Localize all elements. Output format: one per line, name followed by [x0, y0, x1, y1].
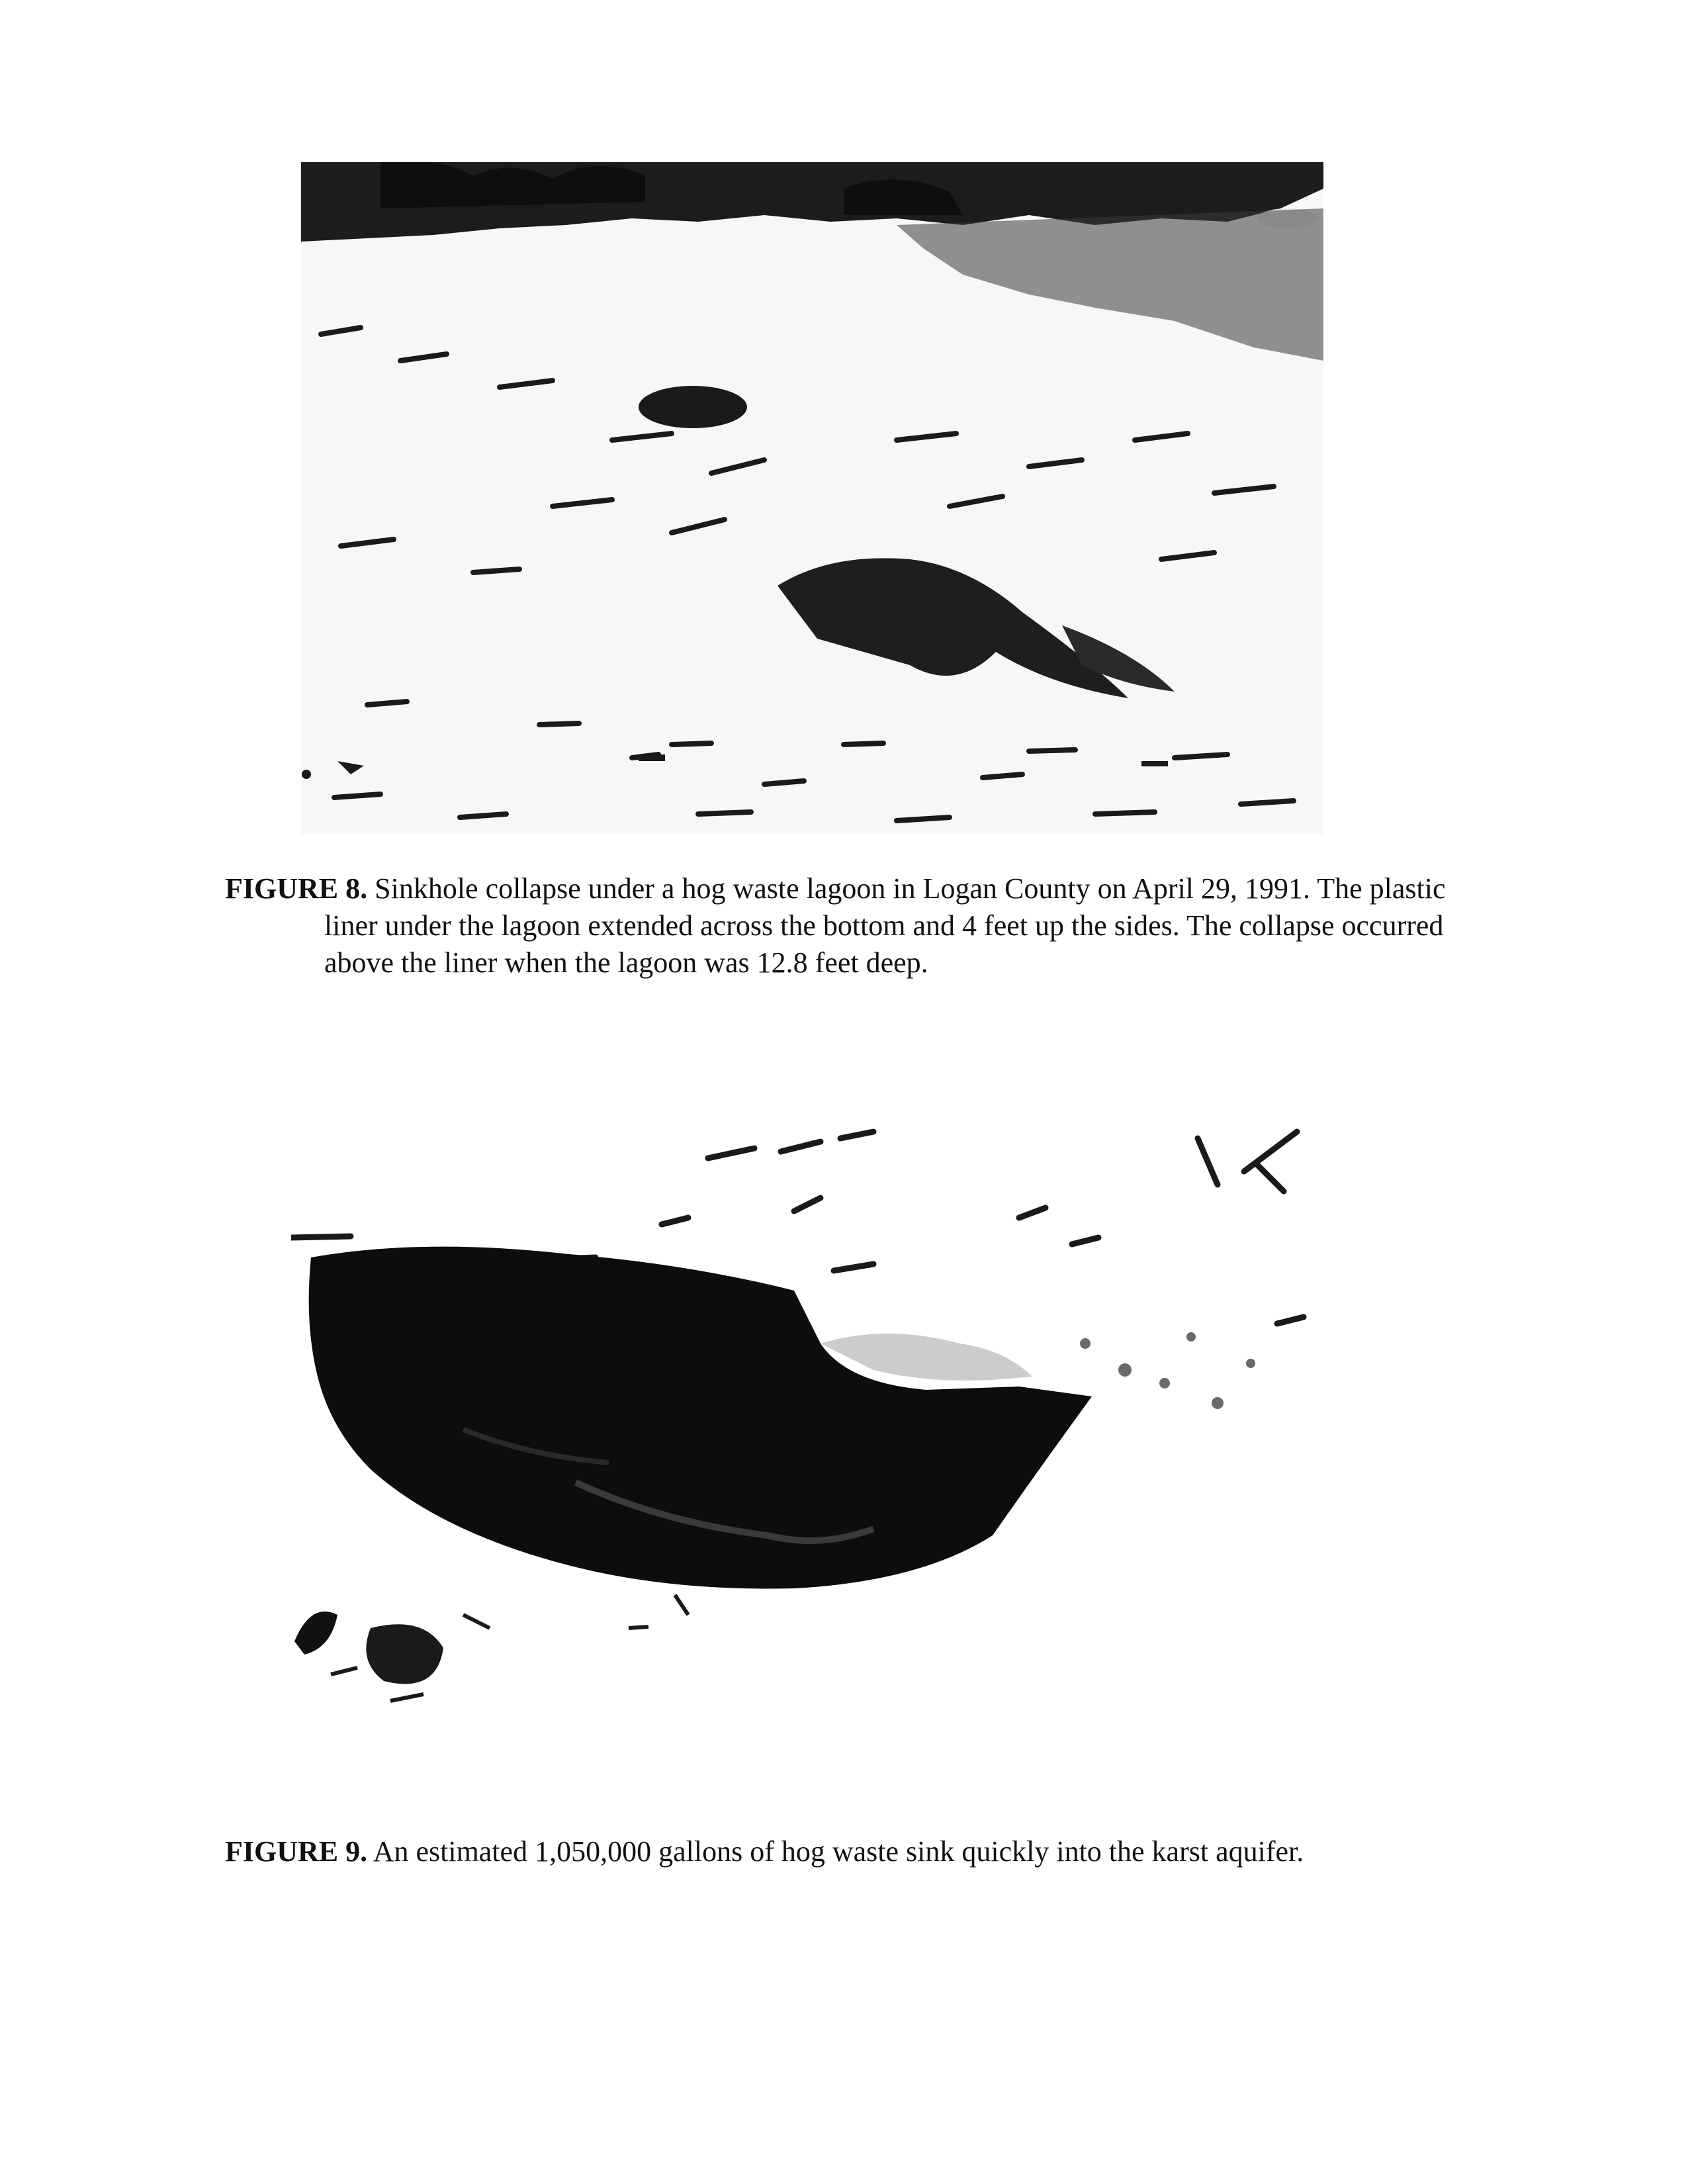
figure-8-label: FIGURE 8. — [225, 872, 368, 905]
figure-9-caption — [225, 1833, 1489, 1870]
figure-8-text: Sinkhole collapse under a hog waste lagoon in Logan County on April 29, 1991. The plastic liner under the lagoon extended across the bottom and 4 feet up the sides. The collapse occurred above the liner when the lagoon was 12.8 feet deep. — [324, 872, 1446, 979]
figure-8-photo — [301, 162, 1323, 834]
figure-9-label: FIGURE 9. — [225, 1835, 368, 1868]
figure-9-text: An estimated 1,050,000 gallons of hog waste sink quickly into the karst aquifer. — [373, 1835, 1304, 1868]
figure-9-photo — [291, 1125, 1323, 1734]
figure-8-caption — [225, 870, 1489, 981]
